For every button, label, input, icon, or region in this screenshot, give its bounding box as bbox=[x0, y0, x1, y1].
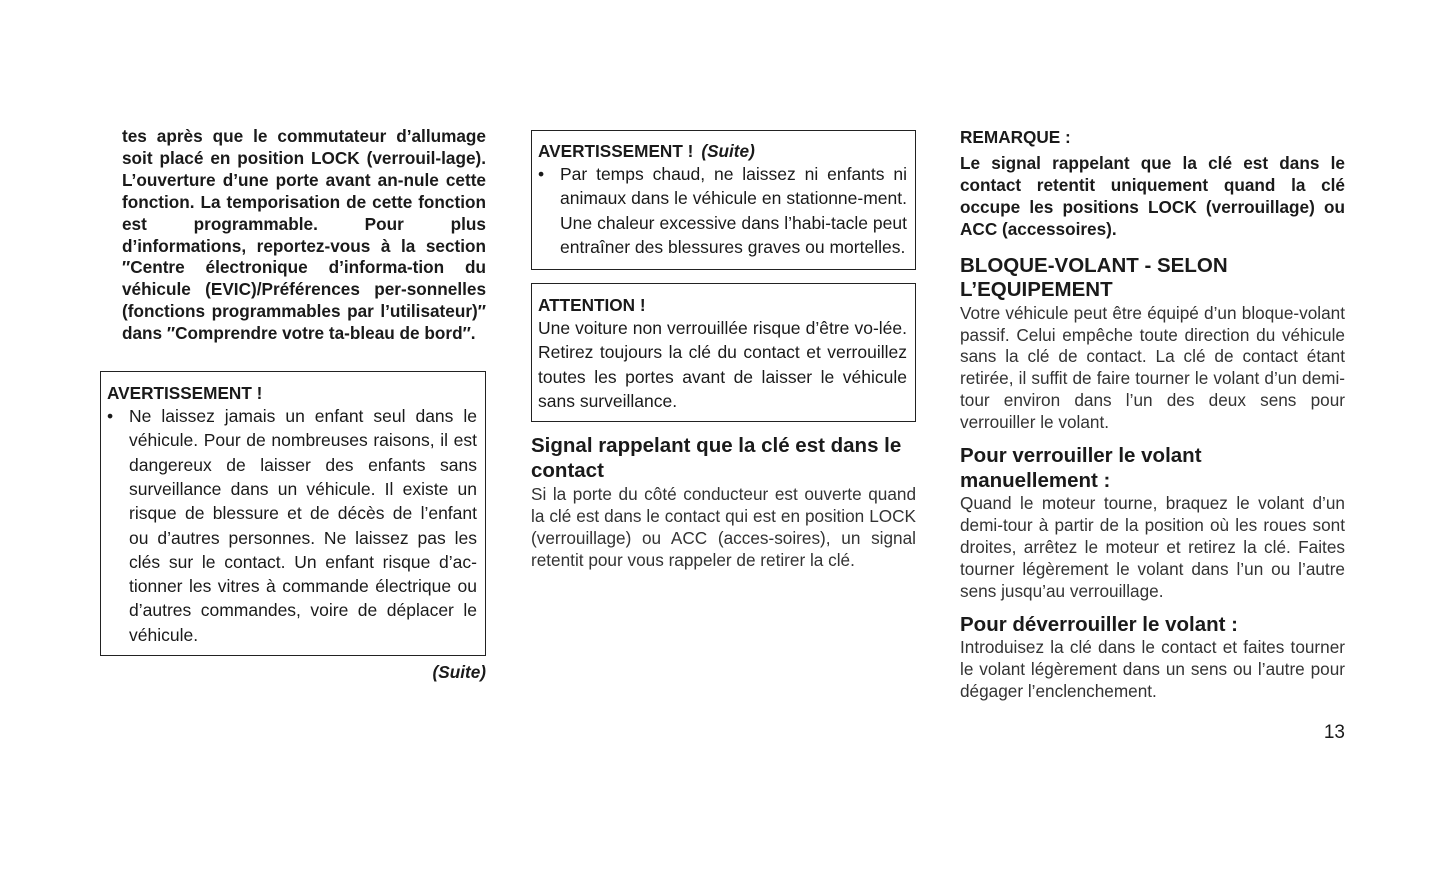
section-body-key-signal: Si la porte du côté conducteur est ouverte quand la clé est dans le contact qui est en position LOCK (verrouillage) ou ACC (acces-soires), un signal retentit pour vous rappeler de retirer la clé. bbox=[531, 484, 916, 571]
warning-title: AVERTISSEMENT ! bbox=[107, 383, 263, 404]
attention-title: ATTENTION ! bbox=[538, 295, 646, 316]
section-heading-steering-lock: BLOQUE-VOLANT - SELON L’EQUIPEMENT bbox=[960, 253, 1228, 302]
warning-text: Ne laissez jamais un enfant seul dans le véhicule. Pour de nombreuses raisons, il est dangereux de laisser des enfants sans surveillance dans un véhicule. Il existe un risque de blessure et de décès de l’enfant ou d’autres personnes. Ne laissez pas les clés sur le contact. Un enfant risque d’ac-tionner les vitres à commande électrique ou d’autres commandes, voire de déplacer le véhicule. bbox=[129, 406, 477, 645]
warning-text: Par temps chaud, ne laissez ni enfants ni animaux dans le véhicule en stationne-ment. Une chaleur excessive dans l’habi-tacle peut entraîner des blessures graves ou mortelles. bbox=[560, 164, 907, 257]
warning-title: AVERTISSEMENT ! bbox=[538, 141, 694, 161]
attention-box bbox=[531, 283, 916, 422]
note-text: Le signal rappelant que la clé est dans le contact retentit uniquement quand la clé occupe les positions LOCK (verrouillage) ou ACC (accessoires). bbox=[960, 153, 1345, 239]
bullet-icon: • bbox=[538, 164, 545, 184]
section-heading-lock-manual: Pour verrouiller le volant manuellement : bbox=[960, 444, 1202, 492]
bullet-icon: • bbox=[107, 406, 114, 427]
warning-box bbox=[100, 371, 486, 656]
warning-continued-title bbox=[538, 140, 907, 162]
warning-suite-label: (Suite) bbox=[701, 141, 755, 161]
section-heading-key-signal: Signal rappelant que la clé est dans le contact bbox=[531, 434, 902, 482]
column-left bbox=[107, 126, 486, 683]
page-number: 13 bbox=[1323, 722, 1345, 743]
section-body-unlock: Introduisez la clé dans le contact et faites tourner le volant légèrement dans un sens ou l’autre pour dégager l’enclenchement. bbox=[960, 637, 1345, 701]
intro-paragraph: tes après que le commutateur d’allumage soit placé en position LOCK (verrouil-lage). L’ouverture d’une porte avant an-nule cette fonction. La temporisation de cette fonction est programmable. Pour plus d’informations, reportez-vous à la section ″Centre électronique d’informa-tion du véhicule (EVIC)/Préférences per-sonnelles (fonctions programmables par l’utilisateur)″ dans ″Comprendre votre ta-bleau de bord″. bbox=[122, 126, 486, 344]
note-title: REMARQUE : bbox=[960, 127, 1071, 147]
continued-label: (Suite) bbox=[432, 662, 486, 683]
warning-bullet-item bbox=[107, 404, 477, 647]
warning-continued-box bbox=[531, 130, 916, 270]
section-heading-unlock: Pour déverrouiller le volant : bbox=[960, 612, 1238, 636]
section-body-steering-lock: Votre véhicule peut être équipé d’un bloque-volant passif. Celui empêche toute direction du véhicule sans la clé de contact. La clé de contact étant retirée, il suffit de faire tourner le volant d’un demi-tour environ dans l’un des deux sens pour verrouiller le volant. bbox=[960, 302, 1345, 433]
column-middle bbox=[531, 130, 916, 572]
attention-text: Une voiture non verrouillée risque d’être vo-lée. Retirez toujours la clé du contact et verrouillez toutes les portes avant de laisser le véhicule sans surveillance. bbox=[538, 318, 907, 412]
section-body-lock-manual: Quand le moteur tourne, braquez le volant d’un demi-tour à partir de la position où les roues sont droites, arrêtez le moteur et retirez la clé. Faites tourner légèrement le volant dans l’un ou l’autre sens jusqu’au verrouillage. bbox=[960, 493, 1345, 601]
column-right bbox=[960, 126, 1345, 703]
warning-bullet-item bbox=[538, 162, 907, 259]
